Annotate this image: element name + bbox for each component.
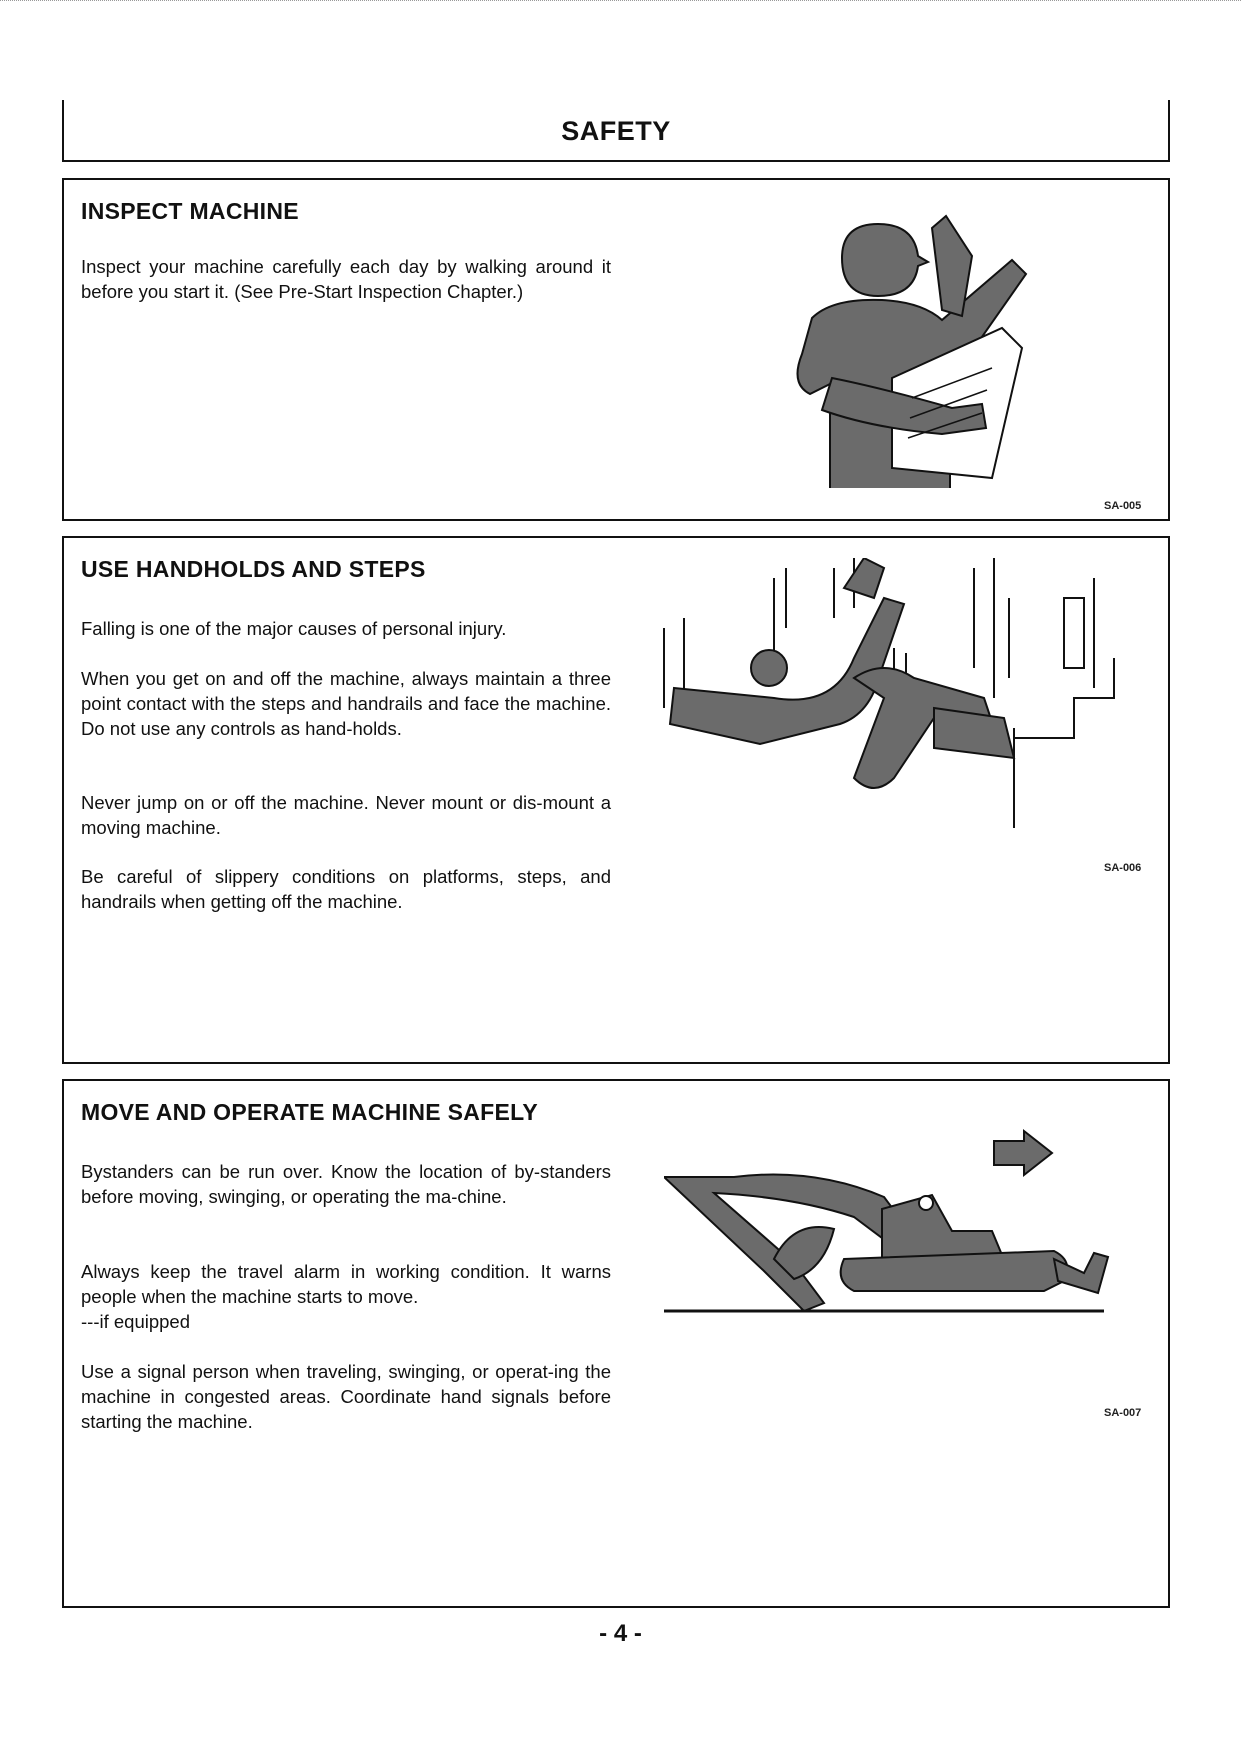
page-number: - 4 -: [599, 1620, 642, 1647]
page-header: [62, 100, 1170, 162]
section-paragraph: Always keep the travel alarm in working condition. It warns people when the machine starts to move.: [81, 1261, 611, 1307]
section-title: INSPECT MACHINE: [81, 198, 299, 224]
section-move-and-operate: [62, 1079, 1170, 1608]
section-title: USE HANDHOLDS AND STEPS: [81, 556, 426, 582]
section-paragraph: Use a signal person when traveling, swinging, or operat-ing the machine in congested areas. Coordinate hand signals before starting the machine.: [81, 1361, 611, 1432]
section-paragraph: When you get on and off the machine, always maintain a three point contact with the steps and handrails and face the machine. Do not use any controls as hand-holds.: [81, 668, 611, 739]
section-paragraph: ---if equipped: [81, 1311, 191, 1332]
section-inspect-machine: [62, 178, 1170, 521]
figure-code: SA-007: [1104, 1407, 1142, 1419]
section-paragraph: Bystanders can be run over. Know the location of by-standers before moving, swinging, or operating the ma-chine.: [81, 1161, 611, 1207]
excavator-running-over-person-icon: [664, 1119, 1134, 1349]
scan-artifact-line: [0, 0, 1241, 5]
figure-code: SA-006: [1104, 862, 1142, 874]
section-paragraph: Be careful of slippery conditions on platforms, steps, and handrails when getting off the machine.: [81, 866, 611, 912]
section-paragraph: Inspect your machine carefully each day by walking around it before you start it. (See Pre-Start Inspection Chapter.): [81, 256, 611, 302]
section-paragraph: Falling is one of the major causes of personal injury.: [81, 618, 507, 639]
section-use-handholds: [62, 536, 1170, 1064]
page-title: SAFETY: [561, 116, 671, 146]
section-title: MOVE AND OPERATE MACHINE SAFELY: [81, 1099, 538, 1125]
section-paragraph: Never jump on or off the machine. Never mount or dis-mount a moving machine.: [81, 792, 611, 838]
inspector-with-clipboard-icon: [772, 198, 1062, 488]
figure-code: SA-005: [1104, 500, 1142, 512]
person-falling-from-steps-icon: [654, 558, 1124, 848]
